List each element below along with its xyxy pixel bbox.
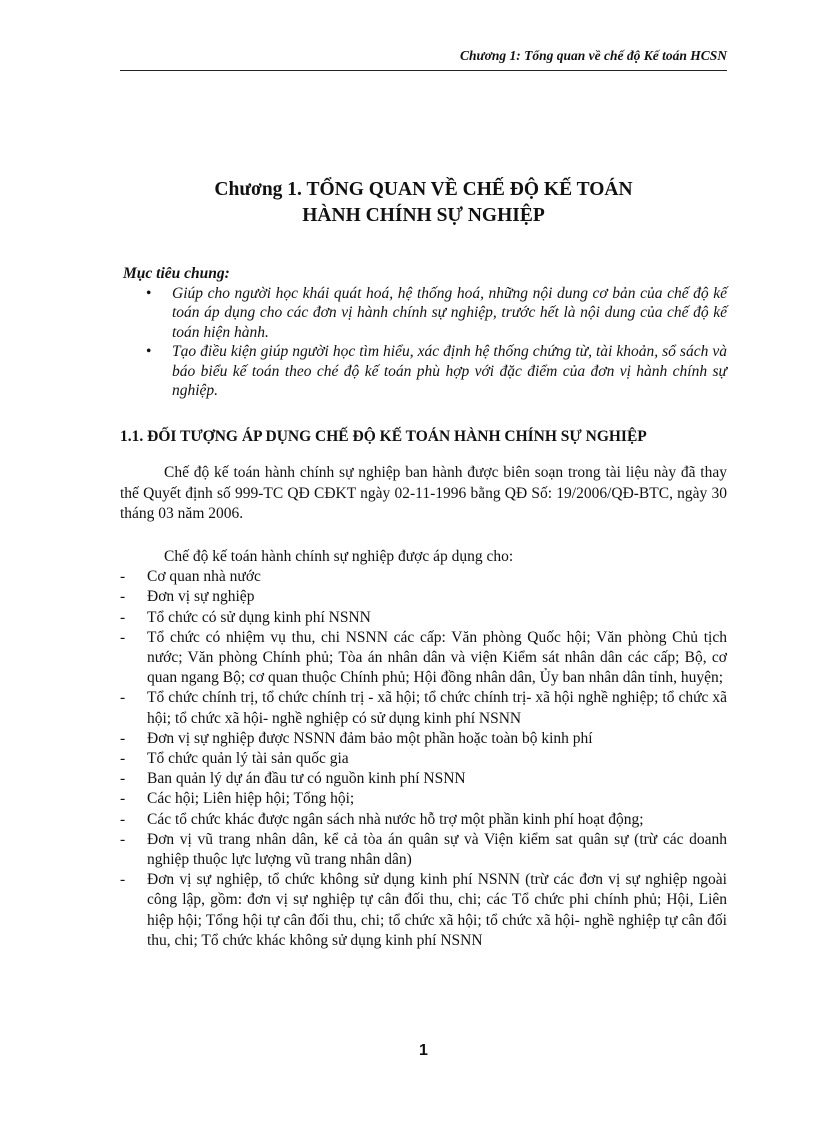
header-rule [120, 70, 727, 71]
dash-icon: - [120, 689, 126, 707]
list-item-text: Đơn vị sự nghiệp được NSNN đảm bảo một phần hoặc toàn bộ kinh phí [147, 729, 593, 747]
list-item [120, 688, 727, 728]
list-item [120, 830, 727, 870]
chapter-title [120, 177, 727, 229]
list-item-text: Cơ quan nhà nước [147, 568, 261, 586]
dash-icon: - [120, 729, 126, 747]
list-item [120, 729, 727, 749]
list-item-text: Đơn vị sự nghiệp [147, 588, 255, 606]
dash-icon: - [120, 770, 126, 788]
list-item [120, 789, 727, 809]
dash-icon: - [120, 810, 126, 828]
objectives-heading: Mục tiêu chung: [123, 265, 230, 282]
dash-icon: - [120, 588, 126, 606]
list-item [120, 769, 727, 789]
objective-item [120, 284, 727, 343]
list-item [120, 749, 727, 769]
applies-list [120, 567, 727, 951]
chapter-title-line-2: HÀNH CHÍNH SỰ NGHIỆP [302, 205, 545, 226]
intro-paragraph [120, 463, 727, 525]
applies-block [120, 547, 727, 951]
list-item [120, 587, 727, 607]
list-item-text: Tổ chức có sử dụng kinh phí NSNN [147, 608, 371, 626]
list-item-text: Đơn vị sự nghiệp, tổ chức không sử dụng kinh phí NSNN (trừ các đơn vị sự nghiệp ngoài công lập, gồm: đơn vị sự nghiệp tự cân đối thu, chi; các Tổ chức phi chính phủ; Hội, Liên hiệp hội; Tổng hội tự cân đối thu, chi; tổ chức xã hội; tổ chức xã hội- nghề nghiệp tự cân đối thu, chi; Tổ chức khác không sử dụng kinh phí NSNN [147, 871, 727, 949]
objective-item [120, 342, 727, 401]
list-item-text: Tổ chức quản lý tài sản quốc gia [147, 750, 349, 768]
dash-icon: - [120, 568, 126, 586]
dash-icon: - [120, 608, 126, 626]
dash-icon: - [120, 790, 126, 808]
list-item-text: Ban quản lý dự án đầu tư có nguồn kinh phí NSNN [147, 770, 466, 788]
list-item-text: Tổ chức có nhiệm vụ thu, chi NSNN các cấp: Văn phòng Quốc hội; Văn phòng Chủ tịch nước; Văn phòng Chính phủ; Tòa án nhân dân và viện Kiểm sát nhân dân các cấp; Bộ, cơ quan ngang Bộ; cơ quan thuộc Chính phủ; Hội đồng nhân dân, Ủy ban nhân dân tỉnh, huyện; [147, 628, 727, 687]
section-heading: 1.1. ĐỐI TƯỢNG ÁP DỤNG CHẾ ĐỘ KẾ TOÁN HÀNH CHÍNH SỰ NGHIỆP [120, 428, 647, 445]
list-item [120, 870, 727, 951]
dash-icon: - [120, 830, 126, 848]
objective-text: Tạo điều kiện giúp người học tìm hiểu, xác định hệ thống chứng từ, tài khoản, sổ sách và báo biểu kế toán theo ché độ kế toán phù hợp với đặc điểm của đơn vị hành chính sự nghiệp. [172, 343, 727, 399]
list-item-text: Các tổ chức khác được ngân sách nhà nước hỗ trợ một phần kinh phí hoạt động; [147, 810, 644, 828]
bullet-icon: • [146, 284, 152, 302]
list-item-text: Các hội; Liên hiệp hội; Tổng hội; [147, 790, 355, 808]
list-item-text: Tổ chức chính trị, tổ chức chính trị - xã hội; tổ chức chính trị- xã hội nghề nghiệp; tổ chức xã hội; tổ chức xã hội- nghề nghiệp có sử dụng kinh phí NSNN [147, 689, 727, 727]
objective-text: Giúp cho người học khái quát hoá, hệ thống hoá, những nội dung cơ bản của chế độ kế toán áp dụng cho các đơn vị hành chính sự nghiệp, trước hết là nội dung của chế độ kế toán hiện hành. [172, 284, 727, 341]
list-item [120, 810, 727, 830]
bullet-icon: • [146, 343, 152, 360]
list-item-text: Đơn vị vũ trang nhân dân, kể cả tòa án quân sự và Viện kiểm sat quân sự (trừ các doanh nghiệp thuộc lực lượng vũ trang nhân dân) [147, 830, 727, 869]
intro-paragraph-text: Chế độ kế toán hành chính sự nghiệp ban hành được biên soạn trong tài liệu này đã thay thế Quyết định số 999-TC QĐ CĐKT ngày 02-11-1996 bằng QĐ Số: 19/2006/QĐ-BTC, ngày 30 tháng 03 năm 2006. [120, 464, 727, 522]
objectives-list [120, 284, 727, 401]
dash-icon: - [120, 628, 126, 646]
chapter-title-line-1: Chương 1. TỔNG QUAN VỀ CHẾ ĐỘ KẾ TOÁN [214, 179, 633, 200]
dash-icon: - [120, 750, 126, 768]
list-item [120, 628, 727, 689]
applies-intro: Chế độ kế toán hành chính sự nghiệp được áp dụng cho: [164, 548, 514, 565]
running-header: Chương 1: Tổng quan về chế độ Kế toán HCSN [460, 48, 727, 63]
objectives-block [120, 264, 727, 401]
page-number: 1 [419, 1042, 428, 1059]
list-item [120, 567, 727, 587]
dash-icon: - [120, 871, 126, 889]
list-item [120, 608, 727, 628]
